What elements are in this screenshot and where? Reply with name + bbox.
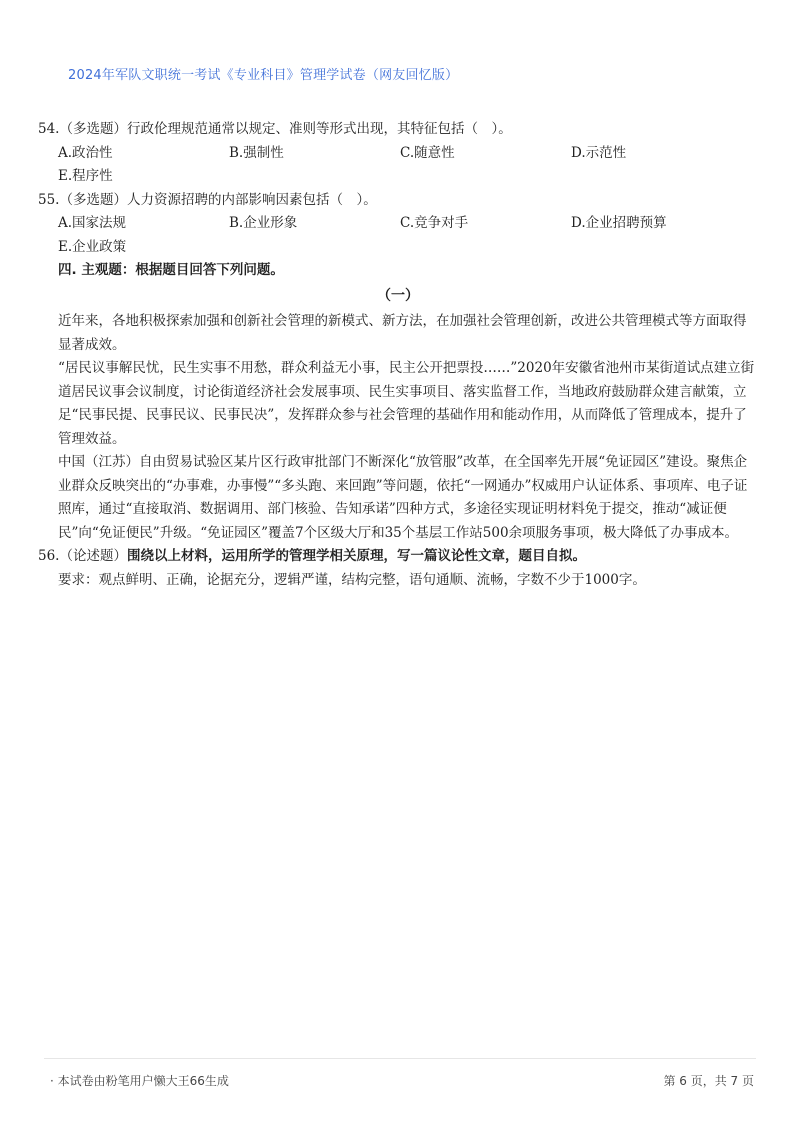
option-b: B.强制性 xyxy=(229,144,284,161)
option-e: E.企业政策 xyxy=(58,238,127,255)
option-d: D.示范性 xyxy=(571,144,627,161)
footer-generator-note: · 本试卷由粉笔用户懒大王66生成 xyxy=(50,1074,229,1088)
question-55-stem: 55.（多选题）人力资源招聘的内部影响因素包括（ ）。 xyxy=(38,191,377,208)
question-56-prefix: 56.（论述题） xyxy=(38,548,127,564)
footer-page-number: 第 6 页，共 7 页 xyxy=(663,1074,754,1088)
option-c: C.随意性 xyxy=(400,144,455,161)
option-a: A.政治性 xyxy=(58,144,113,161)
question-56-prompt: 围绕以上材料，运用所学的管理学相关原理，写一篇议论性文章，题目自拟。 xyxy=(126,548,586,564)
option-b: B.企业形象 xyxy=(229,215,298,231)
footer-divider xyxy=(44,1058,756,1059)
option-a: A.国家法规 xyxy=(58,215,127,231)
question-55-options xyxy=(38,212,758,259)
option-e: E.程序性 xyxy=(58,168,113,184)
material-paragraph-3: 中国（江苏）自由贸易试验区某片区行政审批部门不断深化“放管服”改革，在全国率先开展“免证园区”建设。聚焦企业群众反映突出的“办事难，办事慢”“多头跑、来回跑”等问题，依托“一网通办”权威用户认证体系、事项库、电子证照库，通过“直接取消、数据调用、部门核验、告知承诺”四种方式，多途径实现证明材料免于提交，推动“减证便民”向“免证便民”升级。“免证园区”覆盖7个区级大厅和35个基层工作站500余项服务事项，极大降低了办事成本。 xyxy=(58,454,748,541)
document-header: 2024年军队文职统一考试《专业科目》管理学试卷（网友回忆版） xyxy=(68,68,459,83)
option-c: C.竞争对手 xyxy=(400,215,469,231)
question-56-requirement: 要求：观点鲜明、正确，论据充分，逻辑严谨，结构完整，语句通顺、流畅，字数不少于1000字。 xyxy=(58,571,646,588)
question-54-options xyxy=(38,142,758,189)
option-d: D.企业招聘预算 xyxy=(571,215,667,231)
material-paragraph-1: 近年来，各地积极探索加强和创新社会管理的新模式、新方法，在加强社会管理创新，改进公共管理模式等方面取得显著成效。 xyxy=(58,313,747,353)
question-56-stem xyxy=(38,545,758,569)
question-54-stem: 54.（多选题）行政伦理规范通常以规定、准则等形式出现，其特征包括（ ）。 xyxy=(38,121,512,137)
section-heading: 四. 主观题：根据题目回答下列问题。 xyxy=(58,262,284,278)
document-body xyxy=(38,118,758,592)
section-subheading: （一） xyxy=(377,287,419,304)
material-paragraph-2: “居民议事解民忧，民生实事不用愁，群众利益无小事，民主公开把票投……”2020年安徽省池州市某街道试点建立街道居民议事会议制度，讨论街道经济社会发展事项、民生实事项目、落实监督工作，当地政府鼓励群众建言献策，立足“民事民提、民事民议、民事民决”，发挥群众参与社会管理的基础作用和能动作用，从而降低了管理成本，提升了管理效益。 xyxy=(58,360,755,447)
